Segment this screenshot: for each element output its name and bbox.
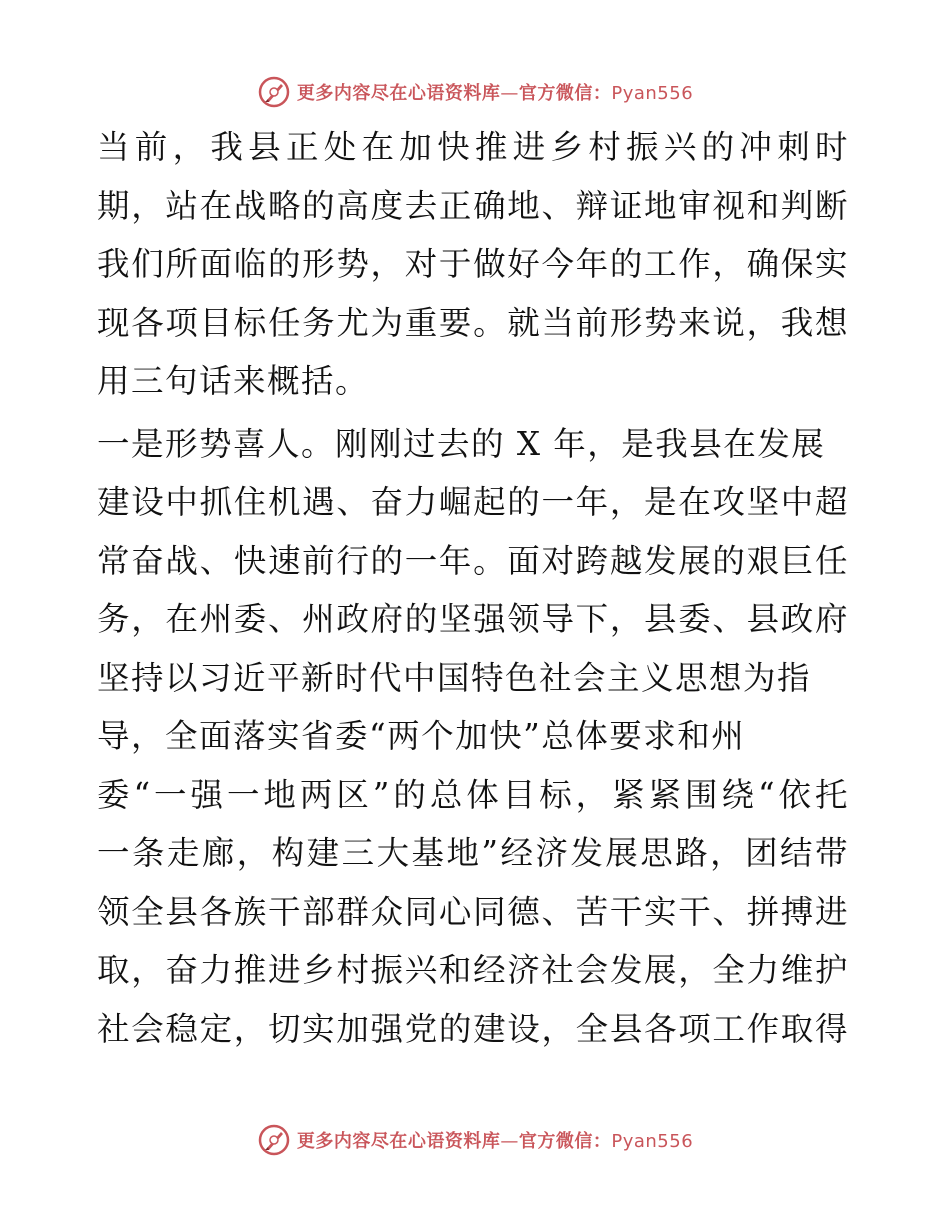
paragraph-2 (97, 415, 849, 1059)
text-line: 期，站在战略的高度去正确地、辩证地审视和判断 (97, 186, 849, 225)
watermark-brand: 更多内容尽在心语资料库 (296, 83, 501, 104)
watermark-id: Pyan556 (611, 83, 694, 104)
text-line: 社会稳定，切实加强党的建设，全县各项工作取得 (97, 1009, 849, 1048)
quill-logo-icon (257, 75, 291, 109)
watermark-dash: — (500, 83, 519, 104)
paragraph-1 (97, 118, 849, 411)
quill-logo-icon (257, 1123, 291, 1157)
watermark-text (297, 1127, 693, 1153)
text-line: 导，全面落实省委“两个加快”总体要求和州 (97, 717, 746, 755)
watermark-id: Pyan556 (611, 1131, 694, 1152)
watermark-text (297, 79, 693, 105)
text-line: 常奋战、快速前行的一年。面对跨越发展的艰巨任 (97, 541, 849, 580)
text-line: 现各项目标任务尤为重要。就当前形势来说，我想 (97, 303, 849, 342)
text-line: 一是形势喜人。刚刚过去的 X 年，是我县在发展 (97, 424, 826, 463)
watermark-brand: 更多内容尽在心语资料库 (296, 1131, 501, 1152)
watermark-footer (0, 1120, 950, 1160)
text-line: 一条走廊，构建三大基地”经济发展思路，团结带 (97, 834, 849, 872)
watermark-header (0, 72, 950, 112)
text-line: 领全县各族干部群众同心同德、苦干实干、拼搏进 (97, 892, 849, 931)
document-body (97, 118, 849, 1058)
watermark-suffix: 官方微信： (518, 1131, 612, 1152)
text-line: 用三句话来概括。 (97, 362, 370, 400)
text-line: 务，在州委、州政府的坚强领导下，县委、县政府 (97, 600, 849, 638)
text-line: 坚持以习近平新时代中国特色社会主义思想为指 (97, 658, 812, 697)
text-line: 建设中抓住机遇、奋力崛起的一年，是在攻坚中超 (97, 483, 849, 521)
text-line: 取，奋力推进乡村振兴和经济社会发展，全力维护 (97, 951, 849, 989)
text-line: 委“一强一地两区”的总体目标，紧紧围绕“依托 (97, 775, 849, 814)
text-line: 我们所面临的形势，对于做好今年的工作，确保实 (97, 245, 849, 283)
watermark-dash: — (500, 1131, 519, 1152)
text-line: 当前，我县正处在加快推进乡村振兴的冲刺时 (97, 128, 849, 166)
watermark-suffix: 官方微信： (518, 83, 612, 104)
